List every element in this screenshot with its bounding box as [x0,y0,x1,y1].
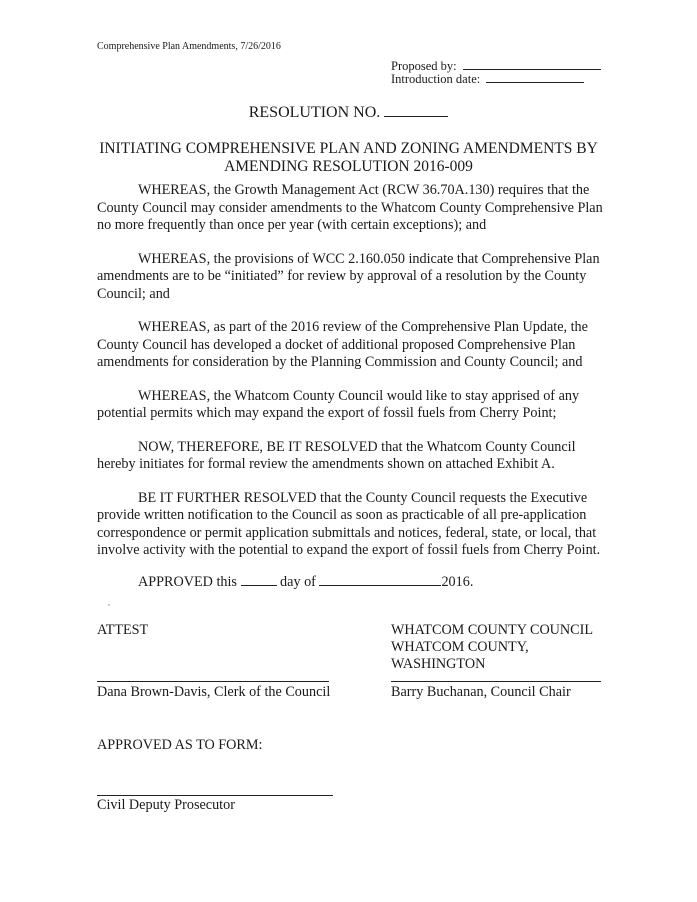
prosecutor-signature-line [97,795,333,796]
approved-this-label: APPROVED this [138,574,237,590]
paragraph-line: amendments for consideration by the Planning Commission and County Council; and [97,354,583,370]
paragraph-1 [97,182,603,235]
paragraph-line: County Council may consider amendments to the Whatcom County Comprehensive Plan [97,199,603,216]
clerk-name: Dana Brown-Davis, Clerk of the Council [97,684,331,700]
paragraph-3 [97,319,597,372]
council-heading [391,622,593,673]
resolution-number-blank [384,103,448,117]
resolution-title [0,140,697,176]
introduction-date-blank [486,71,584,83]
paragraph-line: NOW, THEREFORE, BE IT RESOLVED that the Whatcom County Council [138,438,576,455]
paragraph-line: hereby initiates for formal review the amendments shown on attached Exhibit A. [97,456,555,472]
document-header-note: Comprehensive Plan Amendments, 7/26/2016 [97,41,281,52]
approval-date-line [138,572,473,591]
paragraph-line: no more frequently than once per year (with certain exceptions); and [97,217,487,233]
paragraph-line: Council; and [97,285,170,302]
paragraph-6 [97,489,601,560]
resolution-number [0,103,697,122]
paragraph-5 [97,439,597,474]
paragraph-line: involve activity with the potential to expand the export of fossil fuels from Cherry Point. [97,542,601,558]
month-blank [319,572,441,586]
year-label: 2016. [441,574,474,590]
proposed-by-label: Proposed by: [391,59,457,73]
resolution-label: RESOLUTION NO. [248,104,381,121]
paragraph-4 [97,388,597,423]
introduction-date-row [391,71,584,86]
introduction-date-label: Introduction date: [391,72,481,86]
paragraph-line: County Council has developed a docket of additional proposed Comprehensive Plan [97,336,576,353]
paragraph-line: WHEREAS, the provisions of WCC 2.160.050 indicate that Comprehensive Plan [138,250,600,267]
paragraph-line: WHEREAS, as part of the 2016 review of the Comprehensive Plan Update, the [138,319,588,335]
clerk-signature-line [97,681,329,682]
paragraph-2 [97,250,600,304]
council-line-1: WHATCOM COUNTY COUNCIL [391,622,594,638]
chair-name: Barry Buchanan, Council Chair [391,684,571,700]
chair-signature-line [391,681,601,682]
council-line-3: WASHINGTON [391,656,486,672]
paragraph-line: potential permits which may expand the export of fossil fuels from Cherry Point; [97,405,557,421]
paragraph-line: WHEREAS, the Whatcom County Council would like to stay apprised of any [138,387,580,404]
proposed-by-blank [463,58,601,70]
paragraph-line: provide written notification to the Council as soon as practicable of all pre-application [97,507,587,523]
paragraph-line: WHEREAS, the Growth Management Act (RCW 36.70A.130) requires that the [138,182,590,198]
paragraph-line: correspondence or permit application submittals and notices, federal, state, or local, that [97,524,597,541]
prosecutor-title: Civil Deputy Prosecutor [97,797,235,813]
scan-speck [108,604,110,606]
attest-label: ATTEST [97,622,149,638]
day-blank [241,572,277,586]
day-of-label: day of [280,574,316,590]
council-line-2: WHATCOM COUNTY, [391,639,529,655]
paragraph-line: amendments are to be “initiated” for review by approval of a resolution by the County [97,268,587,284]
approved-as-to-form-label: APPROVED AS TO FORM: [97,737,263,753]
resolution-body [97,182,603,576]
title-line-2: AMENDING RESOLUTION 2016-009 [224,158,473,175]
paragraph-line: BE IT FURTHER RESOLVED that the County Council requests the Executive [138,489,588,506]
title-line-1: INITIATING COMPREHENSIVE PLAN AND ZONING AMENDMENTS BY [99,140,598,157]
